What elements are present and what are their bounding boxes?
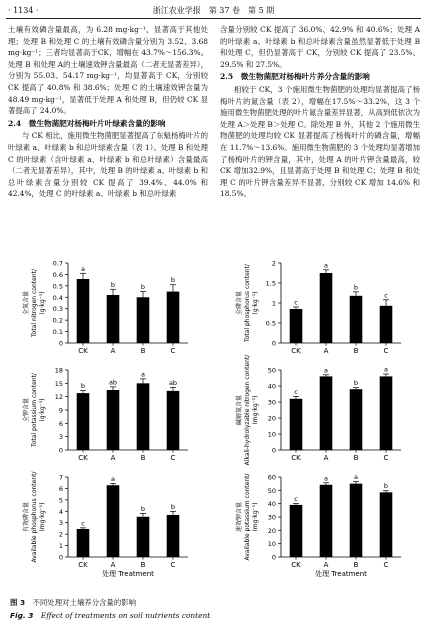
x-axis-title: 处理 Treatment bbox=[315, 570, 367, 578]
bar-B bbox=[350, 296, 363, 343]
significance-letter: c bbox=[294, 387, 298, 396]
y-tick-label: 0.5 bbox=[265, 319, 276, 328]
significance-letter: b bbox=[353, 379, 359, 388]
left-column bbox=[8, 24, 208, 200]
x-tick-label: C bbox=[170, 454, 176, 462]
y-tick-label: 3 bbox=[58, 519, 63, 528]
bar-A bbox=[107, 295, 120, 343]
x-tick-label: C bbox=[170, 347, 176, 355]
y-tick-label: 12 bbox=[54, 393, 63, 402]
y-axis-label bbox=[235, 473, 259, 561]
bar-B bbox=[137, 383, 150, 450]
paragraph: 土壤有效磷含量最高，为 6.28 mg·kg⁻¹，显著高于其他处理；处理 B 和处理 C 的土壤有效磷含量分别为 3.52、3.68 mg·kg⁻¹；三者均显著高于CK，增幅在 43.7%～156.3%。处理 B 和处理 A的土壤速效钾含量最高（二者无显著差异），分别为 55.03、54.17 mg·kg⁻¹，均显著高于 CK，分别较 CK 提高了 40.8% 和 38.6%；处理 C 的土壤速效钾含量为 48.49 mg·kg⁻¹，显著低于处理 A 和处理 B，但仍较 CK 显著提高了 24.0%。 bbox=[8, 25, 208, 116]
figure-caption-zh bbox=[10, 597, 136, 608]
y-tick-label: 5 bbox=[58, 496, 63, 505]
chart-panel-5 bbox=[22, 471, 188, 578]
significance-letter: a bbox=[324, 261, 328, 270]
y-tick-label: 9 bbox=[58, 406, 63, 415]
chart-panel-4 bbox=[235, 354, 401, 466]
figure-caption-en bbox=[10, 610, 210, 621]
significance-letter: b bbox=[383, 482, 389, 491]
significance-letter: a bbox=[81, 264, 85, 273]
bar-CK bbox=[77, 279, 90, 343]
y-axis-label-line: (mg·kg⁻¹) bbox=[39, 502, 46, 532]
y-axis-label-line: Total nitrogen content/ bbox=[31, 269, 38, 337]
y-axis-label bbox=[235, 263, 259, 343]
y-axis-label-line: 有效磷含量 bbox=[23, 501, 30, 533]
x-tick-label: A bbox=[323, 561, 329, 569]
y-tick-label: 1 bbox=[271, 299, 276, 308]
y-axis-label-line: Available phosphorus content/ bbox=[31, 471, 38, 563]
y-tick-label: 20 bbox=[267, 414, 276, 423]
significance-letter: b bbox=[140, 504, 146, 513]
y-axis-label-line: Available potassium content/ bbox=[244, 473, 251, 561]
bar-C bbox=[167, 292, 180, 343]
significance-letter: a bbox=[324, 366, 328, 375]
x-tick-label: B bbox=[353, 454, 359, 462]
y-axis-label-line: (g·kg⁻¹) bbox=[252, 291, 259, 315]
bar-C bbox=[380, 376, 393, 450]
y-tick-label: 60 bbox=[267, 473, 276, 482]
significance-letter: a bbox=[324, 474, 328, 483]
y-axis-label-line: 全氮含量 bbox=[23, 290, 30, 316]
y-tick-label: 0 bbox=[58, 446, 63, 455]
figure-charts bbox=[6, 258, 422, 598]
x-tick-label: B bbox=[353, 561, 359, 569]
bar-C bbox=[167, 515, 180, 557]
y-tick-label: 20 bbox=[267, 526, 276, 535]
chart-panel-1 bbox=[22, 260, 188, 356]
x-tick-label: C bbox=[383, 561, 389, 569]
y-axis-label bbox=[22, 372, 46, 448]
significance-letter: c bbox=[81, 519, 85, 528]
significance-letter: c bbox=[294, 495, 298, 504]
y-tick-label: 1.5 bbox=[265, 279, 276, 288]
y-tick-label: 0 bbox=[271, 339, 276, 348]
y-tick-label: 4 bbox=[58, 507, 63, 516]
significance-letter: b bbox=[110, 280, 116, 289]
y-axis-label-line: Alkali-hydrolyzable nitrogen content/ bbox=[244, 354, 251, 466]
x-tick-label: A bbox=[323, 454, 329, 462]
bar-C bbox=[380, 492, 393, 557]
y-tick-label: 10 bbox=[267, 540, 276, 549]
y-tick-label: 40 bbox=[267, 382, 276, 391]
page-header bbox=[6, 4, 421, 19]
bar-B bbox=[137, 297, 150, 343]
y-tick-label: 30 bbox=[267, 513, 276, 522]
y-tick-label: 18 bbox=[54, 366, 63, 375]
bar-CK bbox=[290, 505, 303, 557]
y-tick-label: 0 bbox=[271, 553, 276, 562]
significance-letter: b bbox=[80, 381, 86, 390]
y-tick-label: 0 bbox=[271, 446, 276, 455]
significance-letter: a bbox=[384, 365, 388, 374]
journal-title: 浙江农业学报 第 37 卷 第 5 期 bbox=[152, 6, 275, 15]
figure-3 bbox=[6, 258, 422, 598]
y-tick-label: 0 bbox=[58, 339, 63, 348]
paragraph: 相较于 CK，3 个施用微生物菌肥的处理均显著提高了杨梅叶片的氮含量（表 2），增幅在17.5%～33.2%，这 3 个施用微生物菌肥处理的叶片氮含量差异显著，从高到低依次为处理 A＞处理 B＞处理 C。除处理 B 外，其他 2 个施用微生物菌肥的处理均较 CK 显著提高了杨梅叶片的磷含量，增幅在 11.7%～13.6%。施用微生物菌肥的 3 个处理均显著增加了杨梅叶片的钾含量，其中，处理 A 的叶片钾含量最高，较 CK 增加32.9%，且显著高于处理 B 和处理 C；处理 B 和处理 C 的叶片钾含量差异不显著，分别较 CK 增加 14.6% 和 18.5%。 bbox=[220, 84, 420, 199]
y-tick-label: 3 bbox=[58, 433, 63, 442]
significance-letter: b bbox=[170, 276, 176, 285]
significance-letter: c bbox=[384, 291, 388, 300]
y-tick-label: 6 bbox=[58, 419, 63, 428]
y-axis-label-line: 全钾含量 bbox=[23, 397, 30, 423]
y-axis-label bbox=[22, 471, 46, 563]
y-axis-label-line: Total potassium content/ bbox=[31, 373, 38, 447]
right-column bbox=[220, 24, 420, 200]
y-tick-label: 1 bbox=[58, 542, 63, 551]
significance-letter: a bbox=[354, 473, 358, 482]
bar-C bbox=[380, 306, 393, 343]
x-tick-label: C bbox=[383, 347, 389, 355]
page-number: · 1134 · bbox=[8, 6, 39, 15]
bar-CK bbox=[290, 399, 303, 450]
y-tick-label: 40 bbox=[267, 500, 276, 509]
y-tick-label: 15 bbox=[54, 379, 63, 388]
bar-A bbox=[320, 485, 333, 557]
bar-A bbox=[107, 485, 120, 557]
y-tick-label: 0 bbox=[58, 553, 63, 562]
y-axis-label bbox=[22, 268, 46, 338]
bar-B bbox=[350, 389, 363, 450]
y-axis-label-line: (g·kg⁻¹) bbox=[39, 398, 46, 422]
x-tick-label: A bbox=[110, 347, 116, 355]
x-tick-label: CK bbox=[78, 347, 88, 355]
y-tick-label: 50 bbox=[267, 366, 276, 375]
x-axis-title: 处理 Treatment bbox=[102, 570, 154, 578]
y-axis-label-line: (g·kg⁻¹) bbox=[39, 291, 46, 315]
bar-A bbox=[107, 390, 120, 450]
y-tick-label: 0.1 bbox=[52, 328, 63, 337]
x-tick-label: CK bbox=[78, 561, 88, 569]
paragraph: 含量分别较 CK 提高了 36.0%、42.9% 和 40.6%；处理 A 的叶绿素 a、叶绿素 b 和总叶绿素含量虽然显著低于处理 B 和处理 C，但仍显著高于 CK，分别较 CK 提高了 23.5%、29.5% 和 27.5%。 bbox=[220, 25, 420, 69]
section-heading: 2.5 微生物菌肥对杨梅叶片养分含量的影响 bbox=[220, 72, 370, 82]
y-tick-label: 0.6 bbox=[52, 270, 63, 279]
y-axis-label bbox=[235, 354, 259, 466]
significance-letter: ab bbox=[108, 378, 118, 387]
significance-letter: a bbox=[111, 475, 115, 484]
x-tick-label: CK bbox=[78, 454, 88, 462]
chart-panel-6 bbox=[235, 473, 401, 578]
y-axis-label-line: 全磷含量 bbox=[236, 290, 243, 316]
y-axis-label-line: 速效钾含量 bbox=[236, 501, 243, 533]
y-tick-label: 30 bbox=[267, 398, 276, 407]
x-tick-label: CK bbox=[291, 561, 301, 569]
caption-text: 不同处理对土壤养分含量的影响 bbox=[32, 598, 136, 607]
bar-C bbox=[167, 391, 180, 450]
y-axis-label-line: 碱解氮含量 bbox=[236, 394, 243, 426]
y-tick-label: 2 bbox=[58, 530, 63, 539]
caption-label: 图 3 bbox=[10, 598, 26, 607]
significance-letter: b bbox=[140, 283, 146, 292]
y-axis-label-line: Total phosphorus content/ bbox=[244, 264, 251, 342]
bar-CK bbox=[77, 529, 90, 557]
x-tick-label: CK bbox=[291, 347, 301, 355]
y-tick-label: 10 bbox=[267, 430, 276, 439]
caption-text: Effect of treatments on soil nutrients content bbox=[40, 611, 211, 620]
y-axis-label-line: (mg·kg⁻¹) bbox=[252, 502, 259, 532]
x-tick-label: B bbox=[140, 454, 146, 462]
y-tick-label: 0.2 bbox=[52, 316, 63, 325]
y-tick-label: 2 bbox=[271, 259, 276, 268]
x-tick-label: A bbox=[110, 561, 116, 569]
y-tick-label: 6 bbox=[58, 484, 63, 493]
y-tick-label: 0.5 bbox=[52, 282, 63, 291]
x-tick-label: B bbox=[140, 347, 146, 355]
x-tick-label: A bbox=[110, 454, 116, 462]
bar-A bbox=[320, 273, 333, 343]
bar-A bbox=[320, 376, 333, 450]
significance-letter: a bbox=[141, 370, 145, 379]
paragraph: 与 CK 相比，施用微生物菌肥显著提高了东魁杨梅叶片的叶绿素 a、叶绿素 b 和总叶绿素含量（表 1）。处理 B 和处理 C 的叶绿素（含叶绿素 a、叶绿素 b 和总叶绿素）含量最高（二者无显著差异），其中，处理 B 的叶绿素 a、叶绿素 b 和总叶绿素含量分别较 CK 提高了 39.4%、44.0% 和 42.4%，处理 C 的叶绿素 a、叶绿素 b 和总叶绿素 bbox=[8, 131, 208, 199]
bar-CK bbox=[77, 393, 90, 450]
bar-B bbox=[137, 517, 150, 557]
significance-letter: ab bbox=[168, 378, 178, 387]
y-tick-label: 0.4 bbox=[52, 293, 63, 302]
bar-B bbox=[350, 484, 363, 557]
x-tick-label: B bbox=[140, 561, 146, 569]
y-tick-label: 50 bbox=[267, 486, 276, 495]
significance-letter: b bbox=[353, 283, 359, 292]
section-heading: 2.4 微生物菌肥对杨梅叶片叶绿素含量的影响 bbox=[8, 118, 166, 128]
x-tick-label: B bbox=[353, 347, 359, 355]
significance-letter: c bbox=[294, 298, 298, 307]
y-tick-label: 7 bbox=[58, 473, 63, 482]
significance-letter: b bbox=[170, 503, 176, 512]
y-tick-label: 0.7 bbox=[52, 259, 63, 268]
chart-panel-2 bbox=[235, 260, 401, 356]
x-tick-label: CK bbox=[291, 454, 301, 462]
x-tick-label: A bbox=[323, 347, 329, 355]
bar-CK bbox=[290, 309, 303, 343]
y-axis-label-line: (mg·kg⁻¹) bbox=[252, 395, 259, 425]
y-tick-label: 0.3 bbox=[52, 305, 63, 314]
x-tick-label: C bbox=[170, 561, 176, 569]
chart-panel-3 bbox=[22, 367, 188, 463]
caption-label: Fig. 3 bbox=[10, 611, 34, 620]
x-tick-label: C bbox=[383, 454, 389, 462]
